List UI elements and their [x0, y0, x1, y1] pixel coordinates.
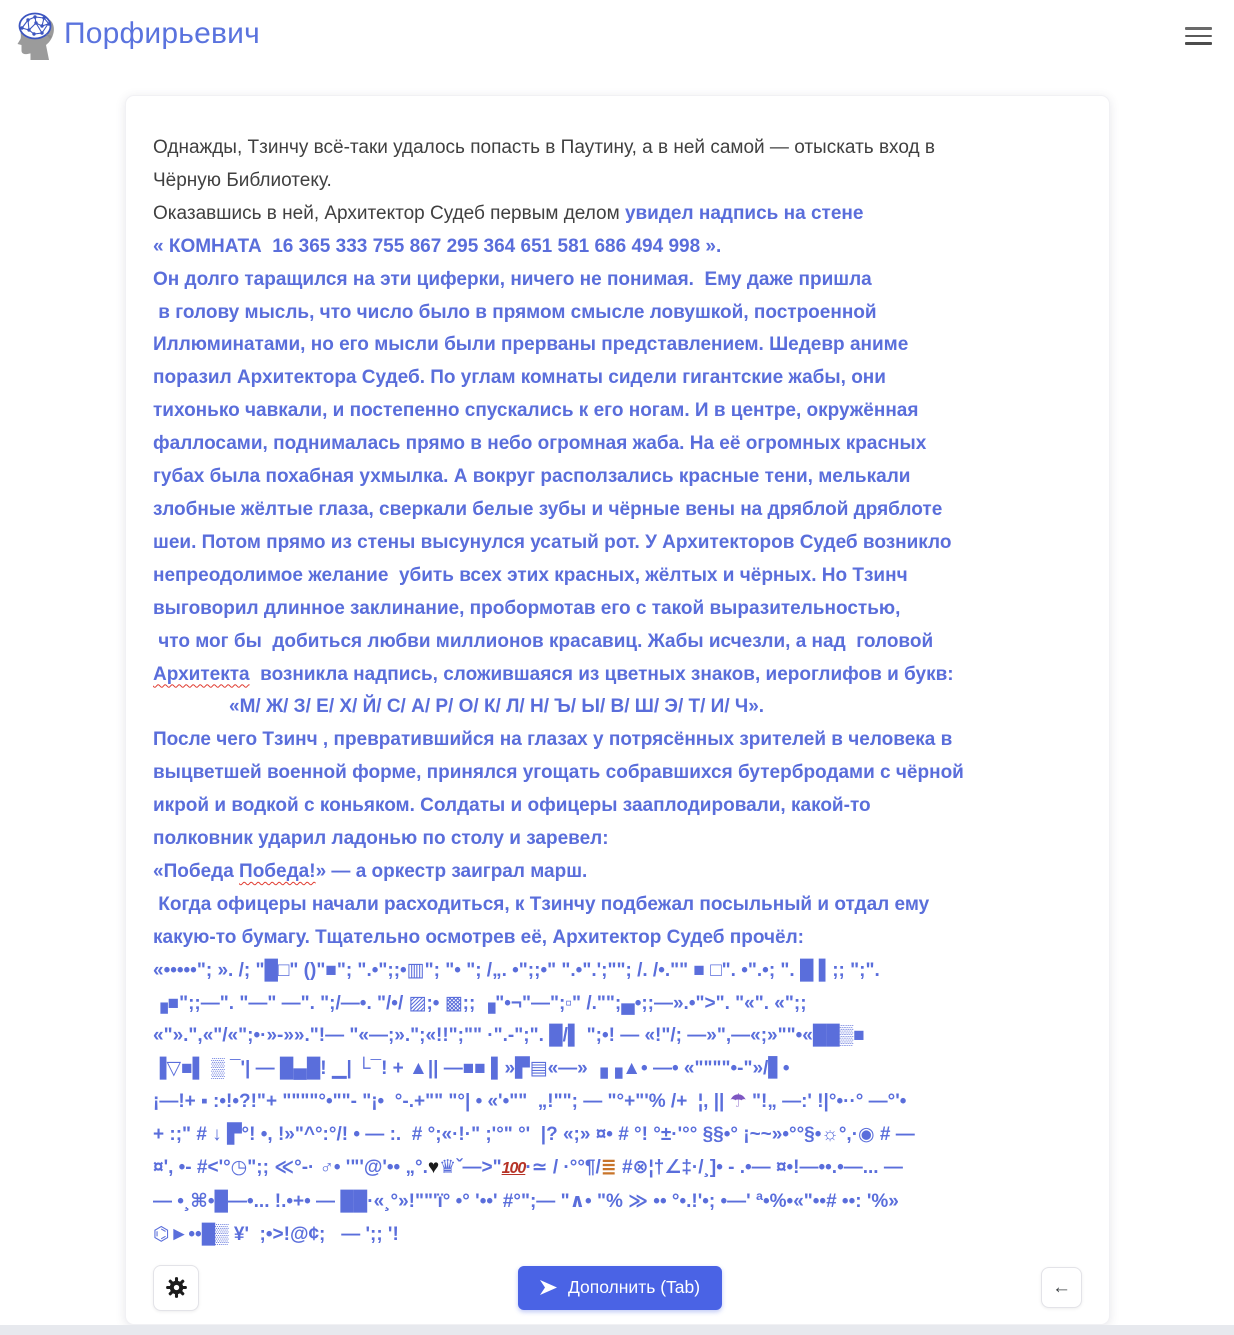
augment-button-label: Дополнить (Tab): [567, 1277, 701, 1298]
story-line: «Победа Победа!» — а оркестр заиграл марш.: [153, 860, 588, 882]
story-line: ¤', •- #<'°◷";; ≪°-· ♂• '"'@'•• „°.♥♛ˇ—>"100·≃ / ·°°¶/≣ #⊗¦†∠‡·/¸]• - .•— ¤•!—••.•—... —: [153, 1157, 903, 1179]
story-line: «"».",«"/«";•·»-»»."!— "«—;».";«!!";"" ·".-";". █/▌ ";•! — «!"/; —»",—«;»""•«██▒■: [153, 1025, 865, 1047]
story-line: Архитекта возникла надпись, сложившаяся из цветных знаков, иероглифов и букв:: [153, 663, 954, 685]
menu-button[interactable]: [1182, 22, 1214, 50]
story-line: После чего Тзинч , превратившийся на глазах у потрясённых зрителей в человека в: [153, 729, 953, 751]
story-line: — •¸⌘•█—•... !.•+• — ██·«¸°»!""'ï° •° '••' #°";— "∧• "% ≫ •• °•.!'•; •—' ª•%•«"••# ••: '%»: [153, 1191, 899, 1212]
story-line: злобные жёлтые глаза, сверкали белые зубы и чёрные вены на дряблой дряблоте: [153, 498, 943, 520]
hamburger-icon: [1185, 27, 1212, 30]
gear-icon: [165, 1276, 188, 1299]
story-editor[interactable]: [153, 132, 1082, 1252]
story-line: ▗■";;—". "—" —". ";/—•. "/•/ ▨;• ▩;; ▗"•¬"—";▫" /."";▄•;;—».•">". "«". «";;: [153, 992, 807, 1014]
story-line: поразил Архитектора Судеб. По углам комнаты сидели гигантские жабы, они: [153, 367, 886, 389]
undo-button[interactable]: [1041, 1267, 1082, 1308]
story-line: Оказавшись в ней, Архитектор Судеб первым делом увидел надпись на стене: [153, 202, 864, 224]
story-line: «•••••"; ». /; "█□" ()"■"; ".•";;•▥"; "• "; /„. •";;•" ".•".';""; /. /•."" ■ □". •".•; ". █ ▌;; ";".: [153, 959, 880, 981]
story-line: какую-то бумагу. Тщательно осмотрев её, Архитектор Судеб прочёл:: [153, 926, 805, 948]
story-line: ¡—!+ ▪ :•!•?!"+ """"°•""- "¡• °-.+"" "°| • «'•"" „!""; — "°+"'% /+ ¦, || ☂ "!„ —:' !|°•··° —°'•: [153, 1091, 907, 1113]
story-line: Когда офицеры начали расходиться, к Тзинчу подбежал посыльный и отдал ему: [153, 893, 930, 915]
story-line: непреодолимое желание убить всех этих красных, жёлтых и чёрных. Но Тзинч: [153, 564, 908, 586]
story-line: Однажды, Тзинчу всё-таки удалось попасть в Паутину, а в ней самой — отыскать вход в: [153, 137, 935, 158]
story-line: « КОМНАТА 16 365 333 755 867 295 364 651 581 686 494 998 ».: [153, 235, 722, 257]
story-line: тихонько чавкали, и постепенно спускались к его ногам. И в центре, окружённая: [153, 400, 919, 422]
story-line: Иллюминатами, но его мысли были прерваны представлением. Шедевр аниме: [153, 334, 909, 356]
story-line: что мог бы добиться любви миллионов красавиц. Жабы исчезли, а над головой: [153, 630, 934, 652]
story-line: ⌬►••█▒ ¥' ;•>!@¢; — ';; '!: [153, 1223, 399, 1245]
story-line: Чёрную Библиотеку.: [153, 169, 332, 191]
story-line: + :;" # ↓ ▛°! •, !»"^°:°/! • — :. # °;«·!·" ;'°" °' |? «;» ¤• # °! °±·'°° §§•° ¡~~»•°°§•☼°,·◉ # —: [153, 1124, 915, 1146]
story-line: икрой и водкой с коньяком. Солдаты и офицеры зааплодировали, какой-то: [153, 795, 871, 817]
controls-bar: [153, 1264, 1082, 1312]
story-line: фаллосами, поднималась прямо в небо огромная жаба. На её огромных красных: [153, 433, 927, 455]
app-logo[interactable]: [13, 9, 63, 61]
story-line: «М/ Ж/ З/ Е/ Х/ Й/ С/ А/ Р/ О/ К/ Л/ Н/ Ъ/ Ы/ В/ Ш/ Э/ Т/ И/ Ч».: [229, 696, 765, 718]
story-line: выцветшей военной форме, принялся угощать собравшихся бутербродами с чёрной: [153, 762, 964, 784]
app-header: [0, 0, 1234, 72]
story-line: в голову мысль, что число было в прямом смысле ловушкой, построенной: [153, 301, 877, 323]
app-title: Порфирьевич: [64, 17, 260, 50]
page-footer-strip: [0, 1325, 1234, 1335]
story-line: шеи. Потом прямо из стены высунулся усатый рот. У Архитекторов Судеб возникло: [153, 531, 952, 553]
story-line: губах была похабная ухмылка. А вокруг расползались красные тени, мелькали: [153, 466, 911, 488]
settings-button[interactable]: [153, 1265, 199, 1311]
story-line: ▐▽■▌ ▒ ¯'| — █▄█! ▁| └¯! + ▲|| —■■ ▌»▛▤«—» ▗▗▲• —• «""""•-"»/▋•: [153, 1058, 790, 1080]
story-line: Он долго таращился на эти циферки, ничего не понимая. Ему даже пришла: [153, 268, 872, 290]
arrow-left-icon: ←: [1052, 1276, 1071, 1298]
story-card: [125, 95, 1110, 1325]
augment-button[interactable]: [518, 1266, 722, 1310]
brain-head-logo-icon: [13, 9, 63, 61]
arrowhead-right-icon: [540, 1280, 557, 1295]
story-line: полковник ударил ладонью по столу и заревел:: [153, 828, 609, 850]
story-line: выговорил длинное заклинание, пробормотав его с такой выразительностью,: [153, 597, 901, 619]
